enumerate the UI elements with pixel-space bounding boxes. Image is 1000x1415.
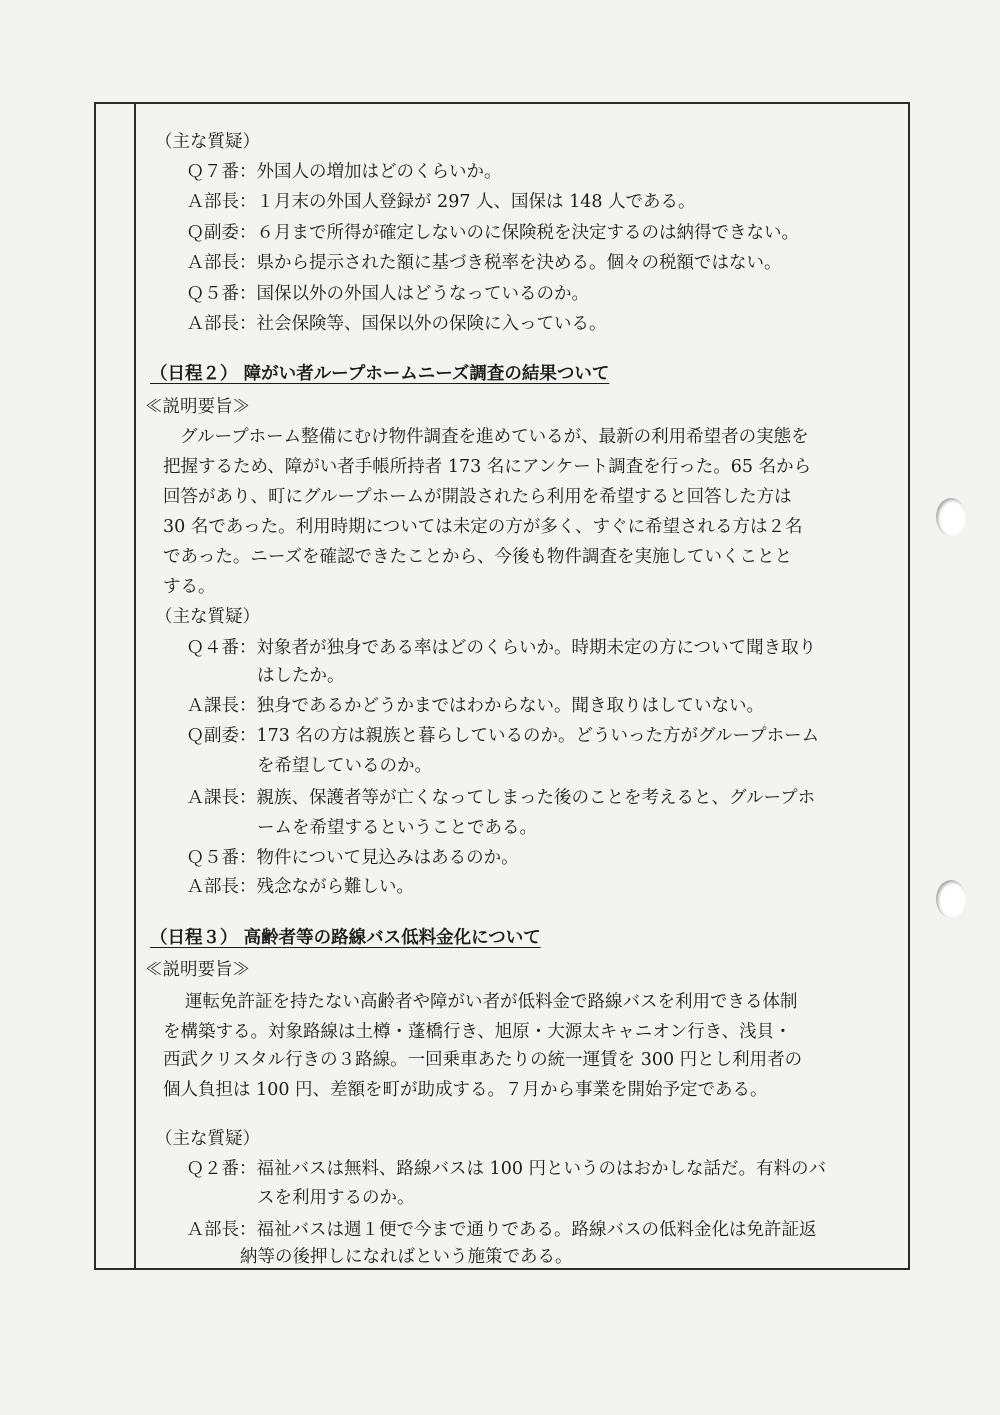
speaker: Ｑ副委 [186,223,239,243]
body-line: 回答があり、町にグループホームが開設されたら利用を希望すると回答した方は [163,487,792,507]
qa-text-cont: を希望しているのか。 [257,756,432,776]
speaker: Ａ部長 [186,253,239,273]
qa-label: （主な質疑） [155,1129,260,1149]
qa-text-cont: ームを希望するということである。 [257,818,537,838]
speaker: Ｑ５番 [186,284,239,304]
body-line: 個人負担は 100 円、差額を町が助成する。７月から事業を開始予定である。 [163,1080,768,1100]
qa-item: Ａ課長：独身であるかどうかまではわからない。聞き取りはしていない。 [165,694,764,718]
qa-text-cont: 納等の後押しになればという施策である。 [240,1247,573,1267]
qa-text: 親族、保護者等が亡くなってしまった後のことを考えると、グループホ [256,788,816,808]
qa-text: 県から提示された額に基づき税率を決める。個々の税額ではない。 [256,253,782,273]
qa-item: Ｑ５番：物件について見込みはあるのか。 [165,846,519,870]
qa-text: 173 名の方は親族と暮らしているのか。どういった方がグループホーム [256,726,820,746]
left-margin-column [96,104,136,1268]
punch-hole [936,498,966,536]
qa-item: Ｑ４番：対象者が独身である率はどのくらいか。時期未定の方について聞き取り [165,636,816,660]
qa-text: 福祉バスは週１便で今まで通りである。路線バスの低料金化は免許証返 [256,1220,817,1240]
speaker: Ａ部長 [186,192,239,212]
body-line: 30 名であった。利用時期については未定の方が多く、すぐに希望される方は２名 [163,517,803,537]
speaker: Ａ部長 [186,314,239,334]
section-heading: （日程２） 障がい者ループホームニーズ調査の結果ついて [150,364,610,384]
body-line: グループホーム整備にむけ物件調査を進めているが、最新の利用希望者の実態を [180,427,809,447]
qa-text: １月末の外国人登録が 297 人、国保は 148 人である。 [256,192,696,212]
qa-text: 福祉バスは無料、路線バスは 100 円というのはおかしな話だ。有料のバ [256,1159,827,1179]
qa-item: Ａ部長：福祉バスは週１便で今まで通りである。路線バスの低料金化は免許証返 [165,1218,817,1242]
body-line: する。 [163,577,216,597]
punch-hole [936,880,966,918]
qa-item: Ａ部長：１月末の外国人登録が 297 人、国保は 148 人である。 [165,190,696,214]
qa-text: 対象者が独身である率はどのくらいか。時期未定の方について聞き取り [256,638,817,658]
body-line: を構築する。対象路線は土樽・蓬橋行き、旭原・大源太キャニオン行き、浅貝・ [163,1022,792,1042]
speaker: Ｑ副委 [186,726,239,746]
qa-text: 独身であるかどうかまではわからない。聞き取りはしていない。 [256,696,764,716]
qa-text-cont: はしたか。 [257,666,345,686]
qa-text: 物件について見込みはあるのか。 [256,848,519,868]
qa-text: ６月まで所得が確定しないのに保険税を決定するのは納得できない。 [256,223,799,243]
speaker: Ａ課長 [186,788,239,808]
body-line: 西武クリスタル行きの３路線。一回乗車あたりの統一運賃を 300 円とし利用者の [163,1050,803,1070]
summary-label: ≪説明要旨≫ [145,397,250,417]
qa-text: 外国人の増加はどのくらいか。 [256,162,502,182]
body-line: であった。ニーズを確認できたことから、今後も物件調査を実施していくことと [163,547,792,567]
qa-item: Ｑ副委：173 名の方は親族と暮らしているのか。どういった方がグループホーム [165,724,819,748]
qa-item: Ａ部長：県から提示された額に基づき税率を決める。個々の税額ではない。 [165,251,782,275]
qa-item: Ｑ２番：福祉バスは無料、路線バスは 100 円というのはおかしな話だ。有料のバ [165,1157,826,1181]
speaker: Ｑ２番 [186,1159,239,1179]
qa-label: （主な質疑） [155,132,260,152]
speaker: Ａ部長 [186,1220,239,1240]
speaker: Ｑ５番 [186,848,239,868]
qa-item: Ｑ副委：６月まで所得が確定しないのに保険税を決定するのは納得できない。 [165,221,799,245]
qa-item: Ｑ７番：外国人の増加はどのくらいか。 [165,160,502,184]
qa-text: 国保以外の外国人はどうなっているのか。 [256,284,589,304]
qa-item: Ａ課長：親族、保護者等が亡くなってしまった後のことを考えると、グループホ [165,786,815,810]
qa-label: （主な質疑） [155,607,260,627]
summary-label: ≪説明要旨≫ [145,960,250,980]
qa-text: 社会保険等、国保以外の保険に入っている。 [256,314,607,334]
section-heading: （日程３） 高齢者等の路線バス低料金化について [150,928,541,948]
speaker: Ａ課長 [186,696,239,716]
qa-item: Ｑ５番：国保以外の外国人はどうなっているのか。 [165,282,589,306]
qa-item: Ａ部長：社会保険等、国保以外の保険に入っている。 [165,312,607,336]
qa-text: 残念ながら難しい。 [256,877,414,897]
speaker: Ｑ７番 [186,162,239,182]
qa-item: Ａ部長：残念ながら難しい。 [165,875,414,899]
qa-text-cont: スを利用するのか。 [257,1188,415,1208]
speaker: Ａ部長 [186,877,239,897]
body-line: 把握するため、障がい者手帳所持者 173 名にアンケート調査を行った。65 名から [163,457,812,477]
body-line: 運転免許証を持たない高齢者や障がい者が低料金で路線バスを利用できる体制 [185,992,798,1012]
speaker: Ｑ４番 [186,638,239,658]
